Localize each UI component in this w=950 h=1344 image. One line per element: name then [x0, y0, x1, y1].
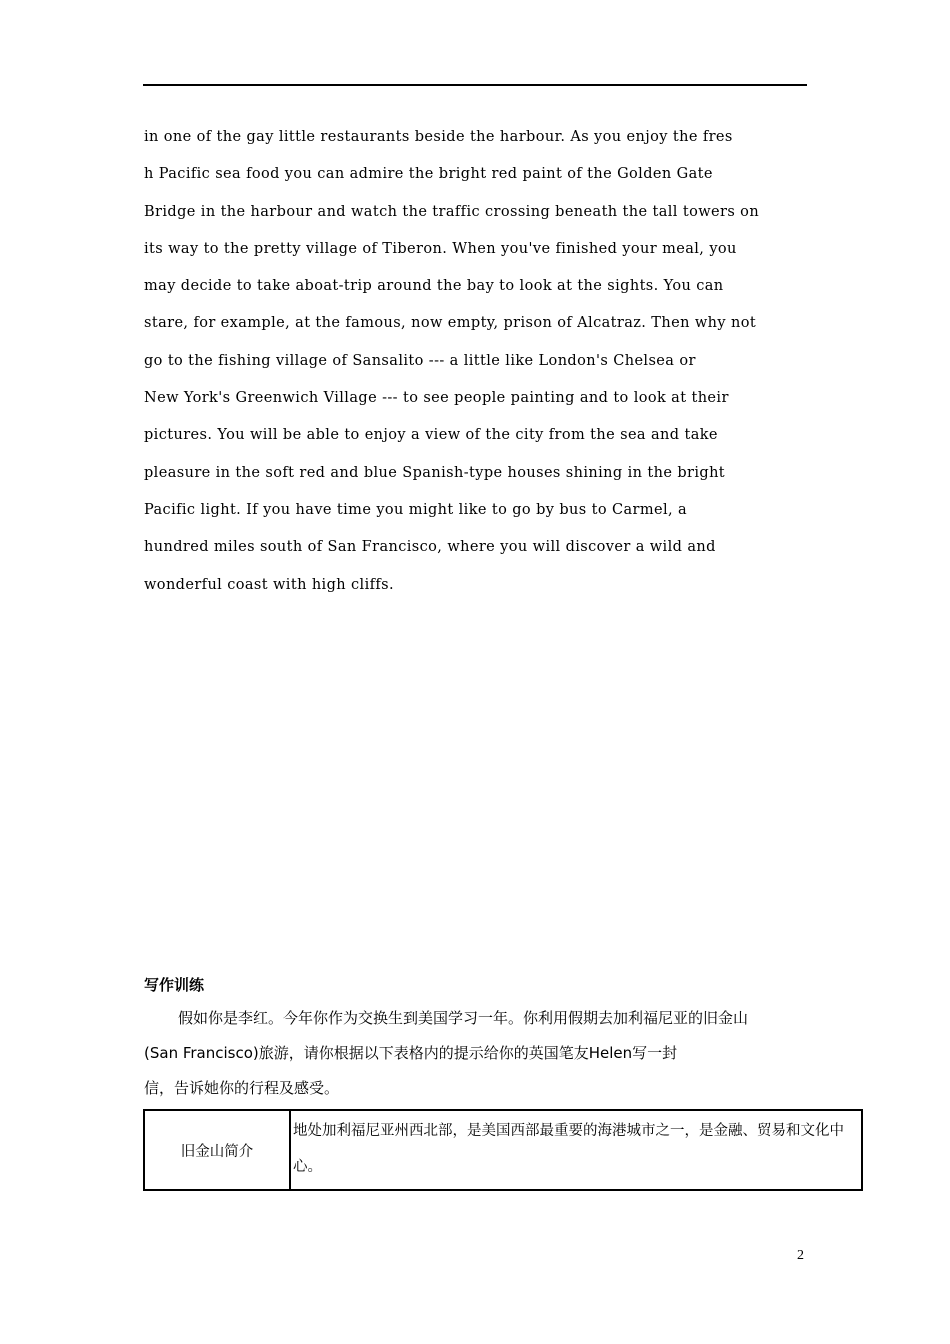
instruction-line: (San Francisco)旅游，请你根据以下表格内的提示给你的英国笔友Helen写一封 — [144, 1044, 678, 1062]
table-content-cell: 地处加利福尼亚州西北部，是美国西部最重要的海港城市之一，是金融、贸易和文化中心。 — [290, 1110, 862, 1190]
passage-line: in one of the gay little restaurants beside the harbour. As you enjoy the fres — [144, 129, 733, 145]
passage-line: h Pacific sea food you can admire the bright red paint of the Golden Gate — [144, 166, 713, 183]
page-number: 2 — [797, 1248, 804, 1263]
table-row — [144, 1110, 862, 1190]
writing-instructions — [144, 1004, 810, 1109]
passage-line: wonderful coast with high cliffs. — [144, 576, 395, 593]
passage-line: may decide to take aboat-trip around the bay to look at the sights. You can — [144, 278, 724, 295]
passage-line: pleasure in the soft red and blue Spanish-type houses shining in the bright — [144, 464, 726, 481]
reading-passage — [144, 124, 812, 609]
header-rule — [143, 84, 807, 86]
info-table — [143, 1109, 863, 1191]
passage-line: stare, for example, at the famous, now empty, prison of Alcatraz. Then why not — [144, 315, 757, 332]
passage-line: pictures. You will be able to enjoy a view of the city from the sea and take — [144, 427, 718, 444]
writing-section-title: 写作训练 — [144, 976, 205, 994]
passage-line: Bridge in the harbour and watch the traffic crossing beneath the tall towers on — [144, 203, 760, 220]
instruction-line: 假如你是李红。今年你作为交换生到美国学习一年。你利用假期去加利福尼亚的旧金山 — [178, 1009, 749, 1027]
passage-line: Pacific light. If you have time you might like to go by bus to Carmel, a — [144, 501, 688, 518]
passage-line: hundred miles south of San Francisco, where you will discover a wild and — [144, 539, 716, 556]
table-label-cell: 旧金山简介 — [144, 1110, 290, 1190]
instruction-line: 信，告诉她你的行程及感受。 — [144, 1079, 340, 1097]
passage-line: go to the fishing village of Sansalito --- a little like London's Chelsea or — [144, 352, 696, 369]
passage-line: New York's Greenwich Village --- to see people painting and to look at their — [144, 390, 729, 407]
passage-line: its way to the pretty village of Tiberon. When you've finished your meal, you — [144, 240, 737, 257]
